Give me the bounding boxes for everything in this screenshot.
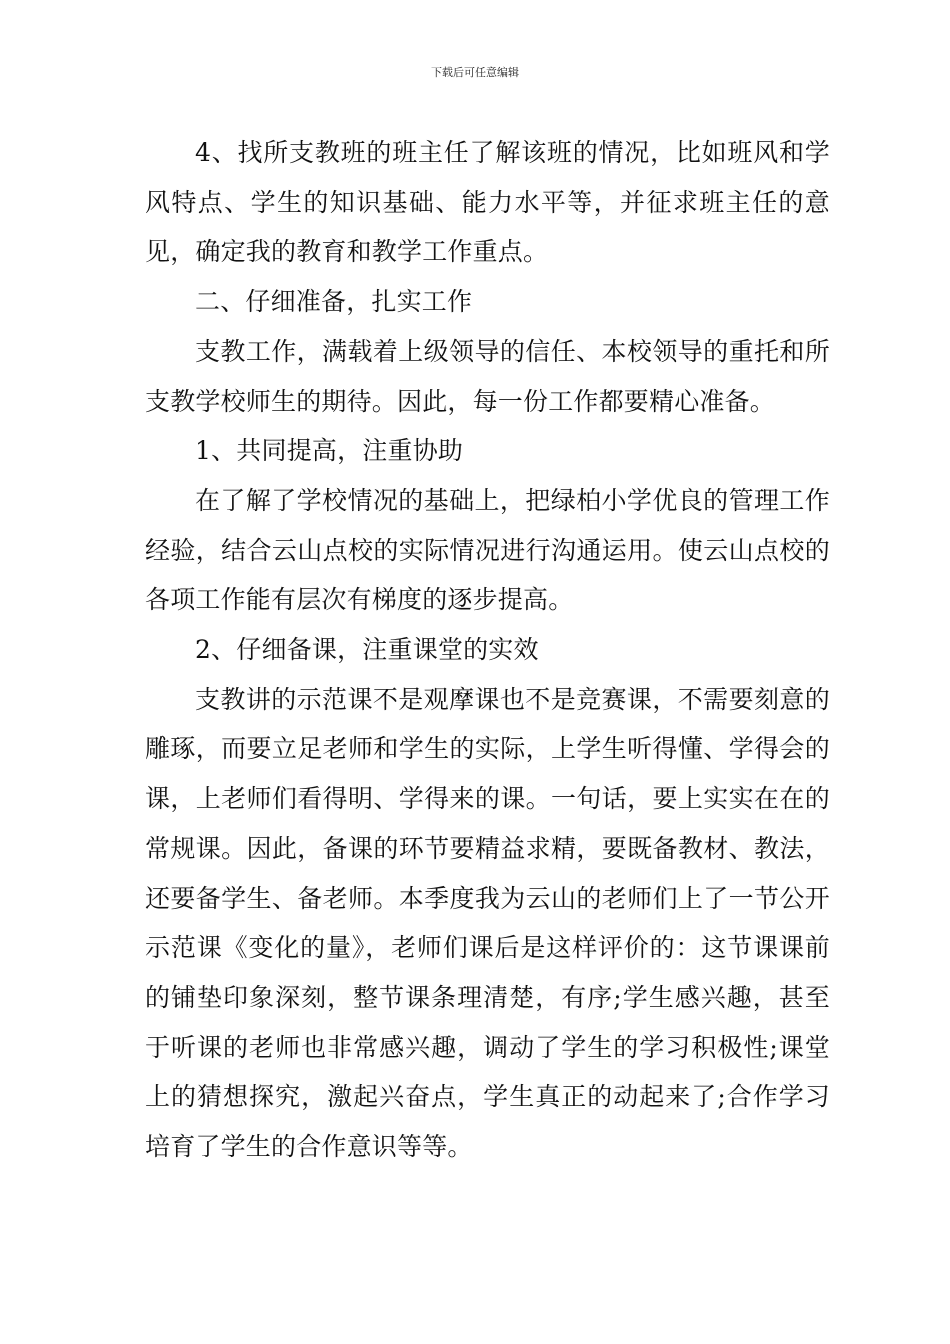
- document-body: [145, 128, 830, 1172]
- paragraph-item-4: 4、找所支教班的班主任了解该班的情况，比如班风和学风特点、学生的知识基础、能力水平等，并征求班主任的意见，确定我的教育和教学工作重点。: [145, 138, 830, 267]
- subheading-lesson-preparation: 2、仔细备课，注重课堂的实效: [195, 635, 539, 665]
- paragraph-support-work: 支教工作，满载着上级领导的信任、本校领导的重托和所支教学校师生的期待。因此，每一份工作都要精心准备。: [145, 336, 830, 416]
- paragraph-management-experience: 在了解了学校情况的基础上，把绿柏小学优良的管理工作经验，结合云山点校的实际情况进行沟通运用。使云山点校的各项工作能有层次有梯度的逐步提高。: [145, 485, 830, 615]
- paragraph-demo-lesson: 支教讲的示范课不是观摩课也不是竞赛课，不需要刻意的雕琢，而要立足老师和学生的实际，上学生听得懂、学得会的课，上老师们看得明、学得来的课。一句话，要上实实在在的常规课。因此，备课的环节要精益求精，要既备教材、教法，还要备学生、备老师。本季度我为云山的老师们上了一节公开示范课《变化的量》，老师们课后是这样评价的：这节课课前的铺垫印象深刻，整节课条理清楚，有序;学生感兴趣，甚至于听课的老师也非常感兴趣，调动了学生的学习积极性;课堂上的猜想探究，激起兴奋点，学生真正的动起来了;合作学习培育了学生的合作意识等等。: [145, 684, 830, 1162]
- section-heading-preparation: 二、仔细准备，扎实工作: [195, 287, 473, 317]
- subheading-common-improvement: 1、共同提高，注重协助: [195, 436, 464, 466]
- page-header-note: 下载后可任意编辑: [431, 66, 519, 79]
